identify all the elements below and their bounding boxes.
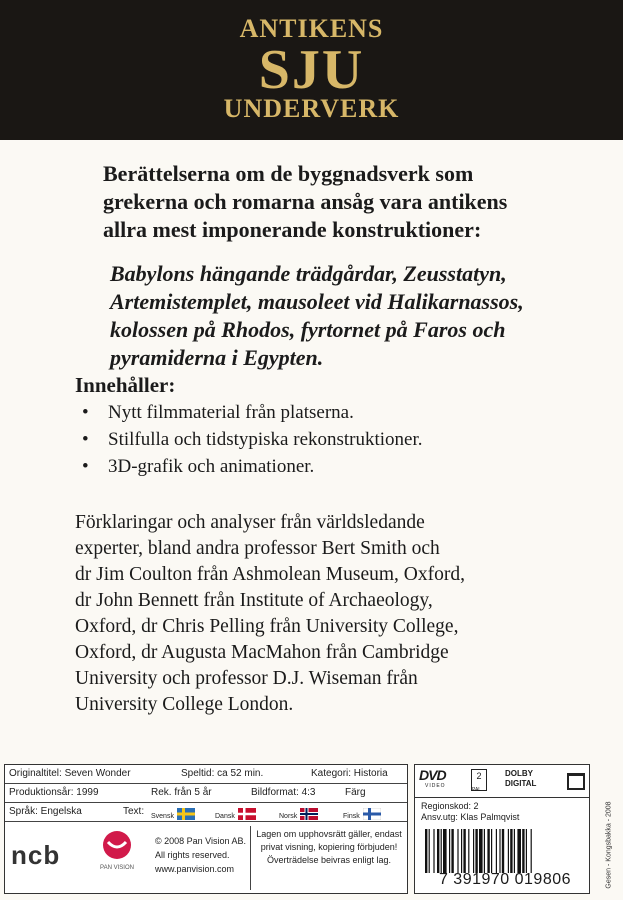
subtitle-finnish: Finsk [343, 808, 381, 820]
region-badge: 2 [471, 769, 487, 791]
cover-header [0, 0, 623, 140]
bullet: • [82, 402, 89, 423]
website: www.panvision.com [155, 864, 235, 874]
list-item: • 3D-grafik och animationer. [108, 453, 423, 480]
bullet: • [82, 429, 89, 450]
intro-line: allra mest imponerande konstruktioner: [103, 217, 482, 242]
panvision-circle-icon [102, 830, 132, 860]
experts-line: University College London. [75, 694, 294, 715]
copyright-notice [253, 828, 405, 867]
bullet: • [82, 456, 89, 477]
panvision-label: PAN VISION [100, 865, 134, 871]
experts-line: University och professor D.J. Wiseman från [75, 668, 418, 689]
swedish-flag-icon [177, 808, 195, 820]
dolby-logo: DOLBY DIGITAL [505, 769, 537, 788]
experts-line: experter, bland andra professor Bert Smith och [75, 538, 440, 559]
format-panel [414, 764, 590, 894]
title-line-1: ANTIKENS [239, 14, 384, 43]
notice-line: Överträdelse beivras enligt lag. [266, 855, 392, 865]
wonders-line: Artemistemplet, mausoleet vid Halikarnassos, [110, 289, 524, 314]
contents-list [82, 399, 423, 480]
dvd-video-label: VIDEO [425, 783, 446, 789]
ncb-logo: ncb [11, 840, 61, 870]
intro-line: Berättelserna om de byggnadsverk som [103, 161, 474, 186]
color-info: Färg [345, 787, 366, 798]
experts-paragraph [75, 510, 465, 718]
danish-flag-icon [238, 808, 256, 820]
wonders-line: kolossen på Rhodos, fyrtornet på Faros och [110, 317, 506, 342]
region-code: Regionskod: 2 [421, 801, 479, 811]
specs-row [5, 765, 407, 784]
age-rating: Rek. från 5 år [151, 787, 212, 798]
copyright-line: All rights reserved. [155, 850, 230, 860]
aspect-ratio-icon [567, 773, 585, 790]
title-line-2: SJU [258, 39, 365, 101]
panvision-logo [97, 830, 137, 871]
experts-line: dr John Bennett från Institute of Archaeology, [75, 590, 433, 611]
category: Kategori: Historia [311, 768, 388, 779]
wonders-line: pyramiderna i Egypten. [110, 345, 324, 370]
experts-line: Oxford, dr Augusta MacMahon från Cambridge [75, 642, 449, 663]
pal-label: PAL [472, 787, 482, 793]
subtitle-norwegian: Norsk [279, 808, 318, 820]
picture-format: Bildformat: 4:3 [251, 787, 316, 798]
specs-row [5, 803, 407, 822]
logos-row [5, 822, 407, 893]
subtitle-danish: Dansk [215, 808, 256, 820]
norwegian-flag-icon [300, 808, 318, 820]
subtitle-label: Text: [123, 806, 145, 817]
list-item: • Nytt filmmaterial från platserna. [108, 399, 423, 426]
language: Språk: Engelska [9, 806, 82, 817]
experts-line: dr Jim Coulton från Ashmolean Museum, Oxford, [75, 564, 465, 585]
wonders-list [110, 260, 524, 372]
notice-line: Lagen om upphovsrätt gäller, endast [256, 829, 402, 839]
title-line-3: UNDERVERK [223, 94, 400, 123]
specs-row [5, 784, 407, 803]
intro-paragraph [103, 160, 573, 244]
experts-line: Oxford, dr Chris Pelling från University College, [75, 616, 459, 637]
specs-panel [4, 764, 408, 894]
subtitle-swedish: Svensk [151, 808, 195, 820]
intro-line: grekerna och romarna ansåg vara antikens [103, 189, 508, 214]
original-title: Originaltitel: Seven Wonder [9, 768, 131, 779]
experts-line: Förklaringar och analyser från världsledande [75, 512, 425, 533]
contents-heading: Innehåller: [75, 373, 176, 397]
copyright-block [155, 834, 246, 876]
side-print-info: Gesen - Kongsbakka - 2008 [605, 801, 613, 889]
dvd-logo: DVD [419, 767, 446, 783]
notice-line: privat visning, kopiering förbjuden! [260, 842, 398, 852]
finnish-flag-icon [363, 808, 381, 820]
format-logos [415, 765, 589, 798]
runtime: Speltid: ca 52 min. [181, 768, 264, 779]
wonders-line: Babylons hängande trädgårdar, Zeusstatyn, [110, 261, 507, 286]
copyright-line: © 2008 Pan Vision AB. [155, 836, 247, 846]
release-info [421, 801, 519, 823]
divider [250, 826, 251, 890]
barcode-icon [423, 829, 583, 873]
publisher: Ansv.utg: Klas Palmqvist [421, 812, 520, 822]
barcode-number: 7 391970 019806 [438, 871, 572, 888]
production-year: Produktionsår: 1999 [9, 787, 99, 798]
list-item: • Stilfulla och tidstypiska rekonstruktioner. [108, 426, 423, 453]
